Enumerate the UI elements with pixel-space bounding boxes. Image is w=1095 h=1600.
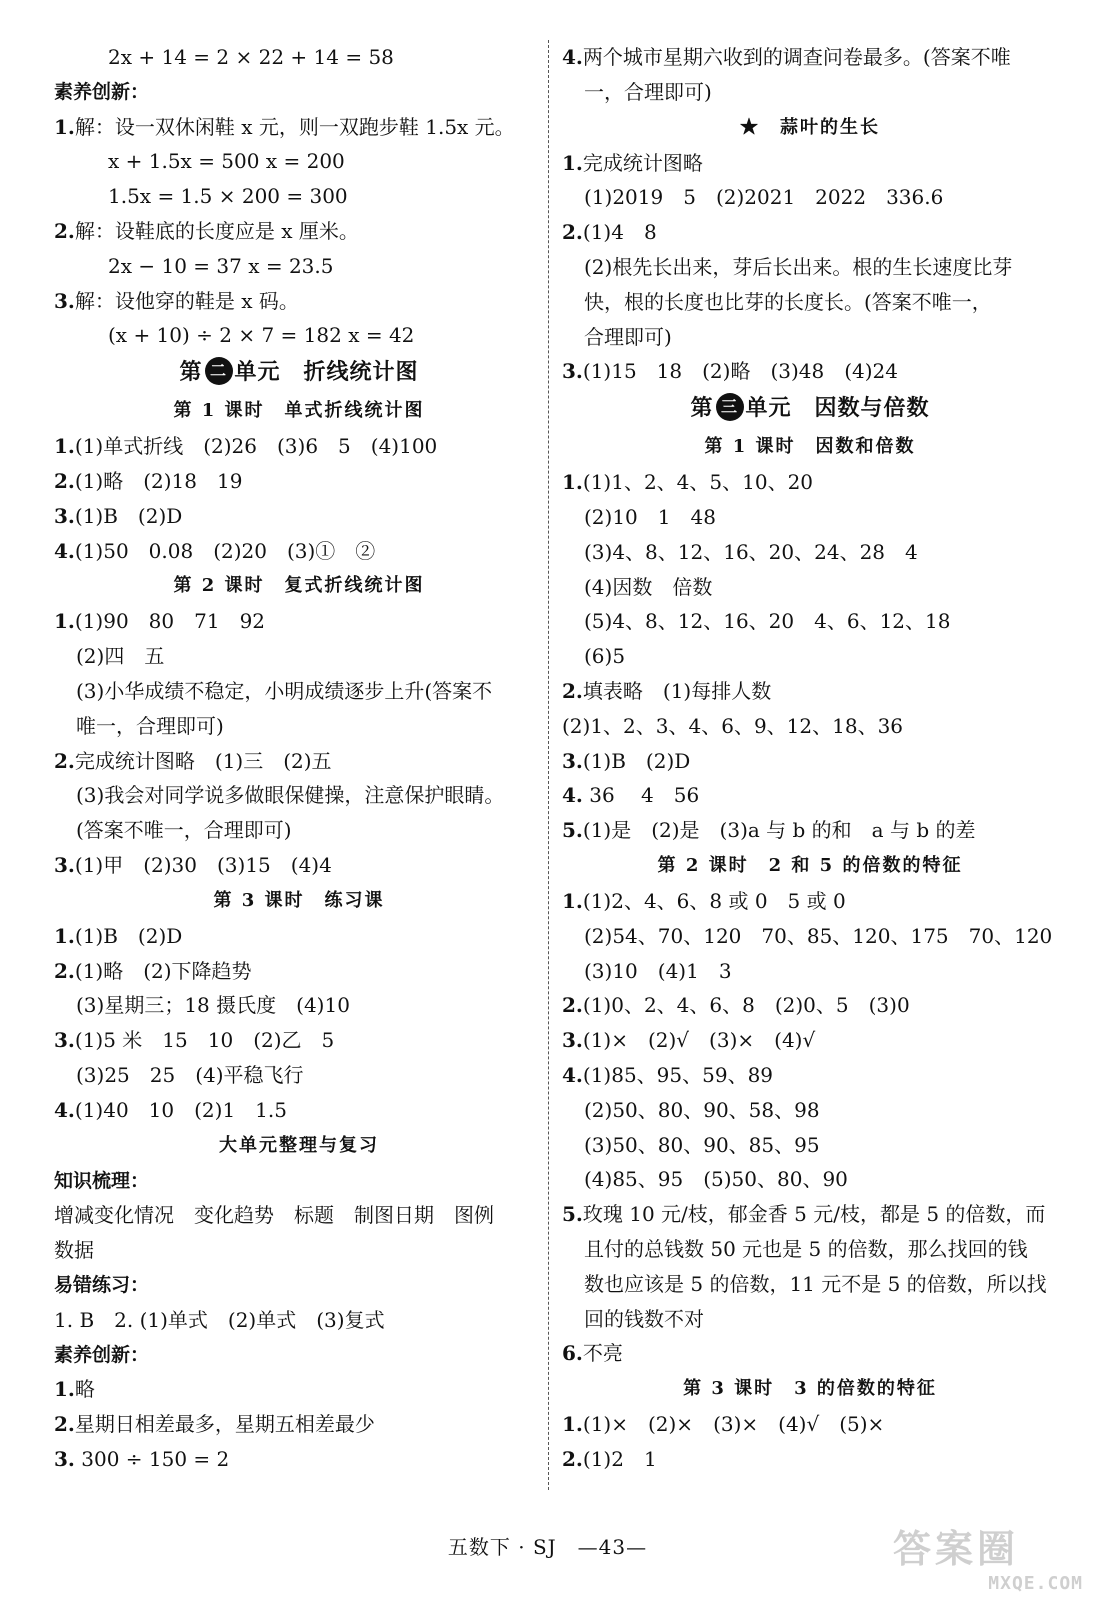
answer-item [54,1407,544,1442]
lesson-title: 第 3 课时 练习课 [213,889,385,911]
section-heading: 易错练习： [54,1273,150,1296]
item-number: 4. [54,538,75,563]
answer-line: (4)因数 倍数 [584,574,713,599]
item-number: 1. [562,1412,583,1437]
item-text: (1)2 1 [582,1446,657,1471]
item-number: 1. [562,150,583,175]
answer-item [54,1442,544,1477]
watermark-url: MXQE.COM [988,1573,1083,1594]
answer-item [54,284,544,319]
right-column [562,40,1058,1477]
item-text: (1)× (2)√ (3)× (4)√ [582,1028,816,1053]
unit-prefix: 第 [179,360,203,386]
item-text: 略 [74,1377,95,1402]
item-text: (1)50 0.08 (2)20 (3)① ② [74,538,376,563]
item-text: 填表略 (1)每排人数 [582,678,772,703]
answer-item [562,40,1058,75]
unit-name: 单元 折线统计图 [234,360,419,386]
lesson-title: 第 2 课时 2 和 5 的倍数的特征 [657,854,963,876]
answer-item [54,919,544,954]
item-number: 2. [54,958,75,983]
answer-item [562,674,1058,709]
answer-item [562,813,1058,848]
item-text: 星期日相差最多，星期五相差最少 [74,1412,375,1437]
item-number: 3. [54,288,75,313]
item-number: 2. [562,993,583,1018]
item-text: (1)单式折线 (2)26 (3)6 5 (4)100 [74,434,438,459]
item-text: (1)× (2)× (3)× (4)√ (5)× [582,1412,885,1437]
answer-item [562,1058,1058,1093]
answer-line: 增减变化情况 变化趋势 标题 制图日期 图例 [54,1203,494,1228]
item-number: 1. [562,470,583,495]
answer-line: (3)50、80、90、85、95 [584,1132,820,1157]
item-number: 2. [54,1412,75,1437]
lesson-title: 第 1 课时 单式折线统计图 [173,400,425,422]
item-number: 4. [562,783,583,808]
item-text: (1)B (2)D [74,503,183,528]
answer-line: 2x + 14 = 2 × 22 + 14 = 58 [108,45,394,69]
unit-number-badge: 二 [205,357,233,385]
item-text: (1)40 10 (2)1 1.5 [74,1097,287,1122]
item-text: (1)B (2)D [582,748,691,773]
answer-item [562,1407,1058,1442]
answer-item [562,1197,1058,1232]
answer-line: (3)4、8、12、16、20、24、28 4 [584,539,918,564]
answer-line: (5)4、8、12、16、20 4、6、12、18 [584,609,951,634]
item-text: 解：设鞋底的长度应是 x 厘米。 [74,218,359,243]
item-number: 1. [54,114,75,139]
answer-item [54,1023,544,1058]
item-text: 两个城市星期六收到的调查问卷最多。(答案不唯 [582,45,1011,69]
answer-line: (答案不唯一，合理即可) [76,818,292,843]
item-number: 2. [54,218,75,243]
watermark-text: 答案圈 [893,1527,1020,1571]
item-number: 6. [562,1341,583,1366]
unit-name: 单元 因数与倍数 [745,396,930,422]
answer-item [562,778,1058,813]
item-number: 3. [562,1028,583,1053]
answer-line: (4)85、95 (5)50、80、90 [584,1167,848,1192]
answer-item [54,848,544,883]
answer-line: (x + 10) ÷ 2 × 7 = 182 x = 42 [108,323,415,348]
unit-number-badge: 三 [716,393,744,421]
answer-item [54,464,544,499]
section-heading: 素养创新： [54,1343,150,1366]
lesson-title: 第 1 课时 因数和倍数 [704,436,916,458]
item-number: 4. [562,45,583,69]
item-text: (1)B (2)D [74,923,183,948]
item-number: 1. [562,888,583,913]
item-text: 完成统计图略 [582,150,703,175]
answer-line: (3)我会对同学说多做眼保健操，注意保护眼睛。 [76,783,505,808]
section-heading: 知识梳理： [54,1169,150,1192]
answer-item [54,499,544,534]
answer-line: (2)1、2、3、4、6、9、12、18、36 [562,713,904,738]
item-number: 1. [54,1377,75,1402]
item-number: 2. [562,678,583,703]
answer-item [562,1336,1058,1371]
item-number: 2. [562,1446,583,1471]
answer-line: (2)50、80、90、58、98 [584,1097,820,1122]
item-text: (1)4 8 [582,220,657,245]
answer-item [54,214,544,249]
lesson-title: 第 2 课时 复式折线统计图 [173,575,425,597]
answer-item [562,1442,1058,1477]
item-text: (1)甲 (2)30 (3)15 (4)4 [74,852,332,877]
item-text: 300 ÷ 150 = 2 [74,1446,230,1471]
item-text: 玫瑰 10 元/枝，郁金香 5 元/枝，都是 5 的倍数，而 [582,1202,1046,1227]
answer-line: (1)2019 5 (2)2021 2022 336.6 [584,185,944,210]
item-number: 3. [562,748,583,773]
item-text: 36 4 56 [582,783,700,808]
answer-line: 2x − 10 = 37 x = 23.5 [108,253,334,278]
section-heading: 素养创新： [54,80,150,103]
item-text: (1)5 米 15 10 (2)乙 5 [74,1028,335,1053]
answer-item [54,534,544,569]
unit-title [562,389,1058,429]
answer-line: 1.5x = 1.5 × 200 = 300 [108,184,348,209]
item-text: (1)2、4、6、8 或 0 5 或 0 [582,888,846,913]
answer-line: (2)10 1 48 [584,504,716,529]
item-text: 解：设他穿的鞋是 x 码。 [74,288,299,313]
answer-line: x + 1.5x = 500 x = 200 [108,149,345,174]
item-text: (1)15 18 (2)略 (3)48 (4)24 [582,359,899,384]
answer-line: (3)10 (4)1 3 [584,958,732,983]
page-footer: 五数下 · SJ —43— [447,1535,648,1559]
answer-line: 数据 [54,1238,94,1263]
item-text: (1)90 80 71 92 [74,609,266,634]
answer-item [562,354,1058,389]
answer-item [54,1093,544,1128]
item-number: 4. [54,1097,75,1122]
item-text: (1)0、2、4、6、8 (2)0、5 (3)0 [582,993,910,1018]
item-number: 1. [54,923,75,948]
answer-line: (2)四 五 [76,644,165,669]
answer-item [562,884,1058,919]
answer-line: 唯一，合理即可) [76,713,224,738]
item-number: 3. [54,852,75,877]
item-number: 5. [562,1202,583,1227]
answer-item [562,744,1058,779]
answer-item [54,110,544,145]
answer-line: 快，根的长度也比芽的长度长。(答案不唯一， [584,289,992,314]
lesson-title: 大单元整理与复习 [219,1134,379,1156]
column-divider [548,40,549,1490]
item-number: 1. [54,609,75,634]
unit-prefix: 第 [690,396,714,422]
item-number: 2. [54,468,75,493]
answer-item [54,954,544,989]
item-number: 4. [562,1062,583,1087]
answer-line: 数也应该是 5 的倍数，11 元不是 5 的倍数，所以找 [584,1271,1047,1296]
item-text: 解：设一双休闲鞋 x 元，则一双跑步鞋 1.5x 元。 [74,114,515,139]
answer-item [562,215,1058,250]
answer-item [562,1023,1058,1058]
answer-line: 合理即可) [584,324,672,349]
answer-line: 一，合理即可) [584,79,712,104]
item-number: 3. [54,1446,75,1471]
item-text: 不亮 [582,1341,623,1366]
answer-item [562,146,1058,181]
answer-item [562,988,1058,1023]
item-number: 3. [54,503,75,528]
answer-line: (3)小华成绩不稳定，小明成绩逐步上升(答案不 [76,678,493,703]
item-number: 1. [54,434,75,459]
item-text: 完成统计图略 (1)三 (2)五 [74,748,332,773]
answer-line: (6)5 [584,644,626,669]
answer-line: (2)54、70、120 70、85、120、175 70、120 [584,923,1053,948]
answer-line: 回的钱数不对 [584,1306,704,1331]
lesson-title: 第 3 课时 3 的倍数的特征 [683,1378,937,1400]
answer-item [54,604,544,639]
answer-line: (3)25 25 (4)平稳飞行 [76,1062,304,1087]
watermark-logo [893,1518,1083,1592]
item-text: (1)85、95、59、89 [582,1062,774,1087]
item-text: (1)1、2、4、5、10、20 [582,470,814,495]
item-text: (1)是 (2)是 (3)a 与 b 的和 a 与 b 的差 [582,818,976,843]
answer-item [54,429,544,464]
answer-line: 1. B 2. (1)单式 (2)单式 (3)复式 [54,1307,385,1332]
item-number: 3. [562,359,583,384]
answer-item [562,465,1058,500]
left-column [54,40,544,1477]
lesson-title: ★ 蒜叶的生长 [740,116,880,138]
unit-title [54,353,544,393]
answer-item [54,1372,544,1407]
item-text: (1)略 (2)下降趋势 [74,958,252,983]
item-number: 5. [562,818,583,843]
answer-line: 且付的总钱数 50 元也是 5 的倍数，那么找回的钱 [584,1236,1028,1261]
item-number: 3. [54,1028,75,1053]
answer-item [54,744,544,779]
answer-line: (2)根先长出来，芽后长出来。根的生长速度比芽 [584,254,1013,279]
item-number: 2. [54,748,75,773]
item-number: 2. [562,220,583,245]
item-text: (1)略 (2)18 19 [74,468,243,493]
answer-line: (3)星期三；18 摄氏度 (4)10 [76,993,350,1018]
